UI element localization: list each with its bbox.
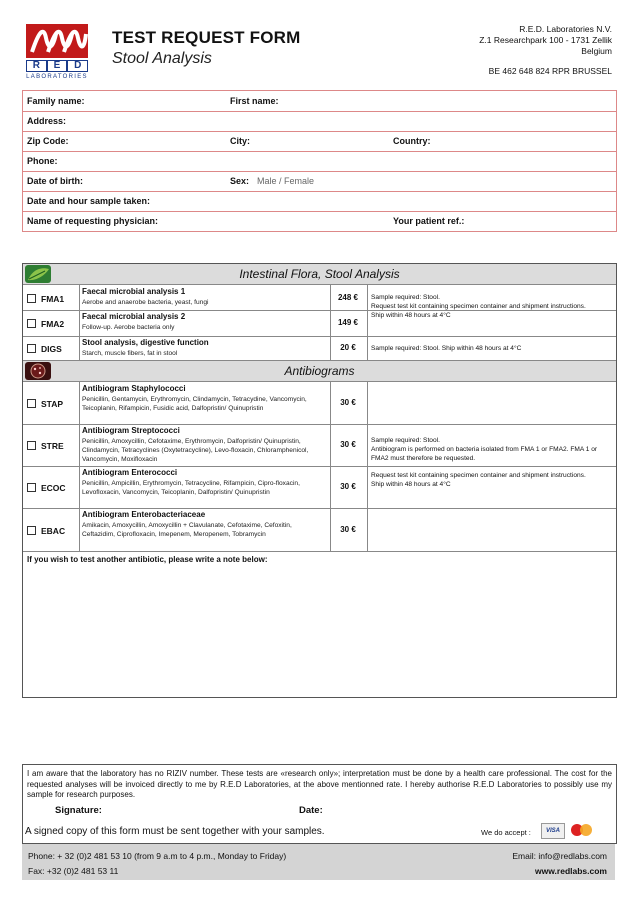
sex-field[interactable] (230, 176, 314, 186)
company-country: Belgium (581, 46, 612, 56)
test-title: Faecal microbial analysis 2 (82, 312, 186, 321)
test-details: Aerobe and anaerobe bacteria, yeast, fungi (82, 299, 209, 306)
logo-letter-d: D (67, 60, 88, 72)
sex-options[interactable]: Male / Female (257, 176, 315, 186)
contact-footer (22, 844, 615, 880)
table-row (23, 336, 616, 361)
signature-field[interactable]: Signature: (55, 805, 102, 816)
checkbox-fma1[interactable] (27, 294, 64, 304)
test-description (79, 508, 331, 551)
footer-phone: Phone: + 32 (0)2 481 53 10 (from 9 a.m to 4 p.m., Monday to Friday) (28, 851, 287, 861)
code-label: FMA2 (41, 319, 65, 329)
table-row (23, 382, 616, 425)
row-phone (23, 151, 616, 172)
date-field[interactable]: Date: (299, 805, 323, 816)
city-field[interactable]: City: (230, 136, 250, 146)
logo-letter-e: E (47, 60, 68, 72)
test-title: Antibiogram Streptococci (82, 426, 180, 435)
test-price: 20 € (329, 336, 368, 360)
consent-box (22, 764, 617, 844)
first-name-field[interactable]: First name: (230, 96, 279, 106)
other-antibiotic-label: If you wish to test another antibiotic, please write a note below: (27, 555, 268, 564)
test-description (79, 285, 331, 310)
antibiograms-section-title: Antibiograms (284, 364, 355, 378)
phone-field[interactable]: Phone: (27, 156, 58, 166)
checkbox-ecoc[interactable] (27, 483, 66, 493)
test-price: 149 € (329, 310, 368, 336)
fma-sample-note: Sample required: Stool. Request test kit containing specimen container and shipment instructions. Ship within 48 hours at 4°C (371, 294, 586, 319)
test-details: Amikacin, Amoxycillin, Amoxycillin + Clavulanate, Cefotaxime, Cefoxitin, Ceftazidim, Ciprofloxacin, Imepenem, Meropenem, Tobramycin (82, 522, 292, 538)
digs-sample-note: Sample required: Stool. Ship within 48 hours at 4°C (371, 345, 522, 352)
analyses-table (22, 263, 617, 698)
form-title: TEST REQUEST FORM (112, 28, 301, 47)
checkbox-digs[interactable] (27, 344, 62, 354)
test-description (79, 310, 331, 336)
test-details: Penicillin, Amoxycillin, Cefotaxime, Erythromycin, Dalfopristin/ Quinupristin, Clindamycin, Tetracyclines (Oxytetracycline), Levo-floxacin, Chloramphenicol, Vancomycin, Moxifloxacin (82, 438, 309, 463)
row-address (23, 111, 616, 132)
form-subtitle: Stool Analysis (112, 50, 212, 67)
red-laboratories-logo (26, 24, 88, 80)
address-field[interactable]: Address: (27, 116, 67, 126)
test-details: Starch, muscle fibers, fat in stool (82, 350, 178, 357)
test-price: 30 € (329, 508, 368, 551)
code-label: DIGS (41, 344, 62, 354)
row-dob (23, 171, 616, 192)
other-antibiotic-note-area[interactable] (25, 568, 614, 694)
checkbox-icon[interactable] (27, 319, 36, 328)
physician-field[interactable]: Name of requesting physician: (27, 216, 159, 226)
footer-email[interactable]: Email: info@redlabs.com (512, 851, 607, 861)
checkbox-stap[interactable] (27, 399, 63, 409)
company-address (479, 24, 612, 57)
antibiogram-note: Sample required: Stool. Antibiogram is performed on bacteria isolated from FMA 1 or FMA2. FMA 1 or FMA2 must therefore be requested. (371, 437, 598, 462)
visa-card-icon: VISA (541, 823, 565, 839)
mastercard-icon (569, 823, 595, 837)
leaf-icon (25, 265, 51, 283)
zip-field[interactable]: Zip Code: (27, 136, 69, 146)
logo-subtitle: LABORATORIES (26, 74, 88, 80)
test-title: Faecal microbial analysis 1 (82, 287, 186, 296)
checkbox-icon[interactable] (27, 441, 36, 450)
dob-field[interactable]: Date of birth: (27, 176, 83, 186)
test-details: Follow-up. Aerobe bacteria only (82, 324, 175, 331)
test-details: Penicillin, Ampicillin, Erythromycin, Tetracycline, Rifampicin, Cipro-floxacin, Levofloxacin, Vancomycin, Teicoplanin, Dalfopristin/ Quinupristin (82, 480, 300, 496)
logo-letter-r: R (26, 60, 47, 72)
test-description (79, 336, 331, 360)
sample-time-field[interactable]: Date and hour sample taken: (27, 196, 151, 206)
footer-website[interactable]: www.redlabs.com (535, 866, 607, 876)
test-price: 30 € (329, 424, 368, 466)
footer-fax: Fax: +32 (0)2 481 53 11 (28, 866, 119, 876)
checkbox-icon[interactable] (27, 483, 36, 492)
checkbox-ebac[interactable] (27, 526, 65, 536)
test-title: Stool analysis, digestive function (82, 338, 209, 347)
code-label: FMA1 (41, 294, 65, 304)
checkbox-fma2[interactable] (27, 319, 64, 329)
family-name-field[interactable]: Family name: (27, 96, 85, 106)
checkbox-icon[interactable] (27, 526, 36, 535)
company-vat: BE 462 648 824 RPR BRUSSEL (488, 66, 612, 76)
test-description (79, 424, 331, 466)
test-title: Antibiogram Staphylococci (82, 384, 186, 393)
test-title: Antibiogram Enterococci (82, 468, 178, 477)
test-price: 30 € (329, 466, 368, 508)
consent-text: I am aware that the laboratory has no RIZIV number. These tests are «research only»; interpretation must be done by a health care professional. The cost for the requested analyses will be invoiced directly to me by R.E.D Laboratories, at the above mentionned rate. I hereby authorise R.E.D Laboratories to possibly use my sample for research purposes. (27, 769, 612, 799)
logo-wave-icon (26, 24, 88, 58)
checkbox-icon[interactable] (27, 294, 36, 303)
row-name (23, 91, 616, 112)
row-physician (23, 211, 616, 231)
petri-dish-icon (25, 362, 51, 380)
company-name: R.E.D. Laboratories N.V. (519, 24, 612, 34)
code-label: EBAC (41, 526, 66, 536)
test-price: 248 € (329, 285, 368, 310)
sex-label: Sex: (230, 176, 250, 186)
checkbox-icon[interactable] (27, 344, 36, 353)
logo-red-block (26, 24, 88, 58)
row-zip (23, 131, 616, 152)
flora-section-header (23, 264, 616, 285)
company-street: Z.1 Researchpark 100 - 1731 Zellik (479, 35, 612, 45)
code-label: STRE (41, 441, 64, 451)
test-description (79, 382, 331, 424)
logo-letters (26, 60, 88, 72)
row-sample-time (23, 191, 616, 212)
accepted-payments-label: We do accept : (481, 828, 531, 837)
code-label: ECOC (41, 483, 66, 493)
checkbox-icon[interactable] (27, 399, 36, 408)
patient-info-box (22, 90, 617, 232)
test-details: Penicillin, Gentamycin, Erythromycin, Clindamycin, Tetracydine, Vancomycin, Teicoplanin, Rifampicin, Fusidic acid, Dalfopristin/ Quinupristin (82, 396, 307, 412)
test-price: 30 € (329, 382, 368, 424)
test-description (79, 466, 331, 508)
country-field[interactable]: Country: (393, 136, 431, 146)
flora-section-title: Intestinal Flora, Stool Analysis (239, 267, 400, 281)
table-row (23, 508, 616, 552)
antibiograms-section-header (23, 361, 616, 382)
checkbox-stre[interactable] (27, 441, 64, 451)
patient-ref-field[interactable]: Your patient ref.: (393, 216, 465, 226)
test-title: Antibiogram Enterobacteriaceae (82, 510, 206, 519)
code-label: STAP (41, 399, 64, 409)
antibiogram-shipping-note: Request test kit containing specimen container and shipment instructions. Ship within 48 hours at 4°C (371, 472, 586, 488)
signed-copy-notice: A signed copy of this form must be sent together with your samples. (25, 826, 325, 837)
